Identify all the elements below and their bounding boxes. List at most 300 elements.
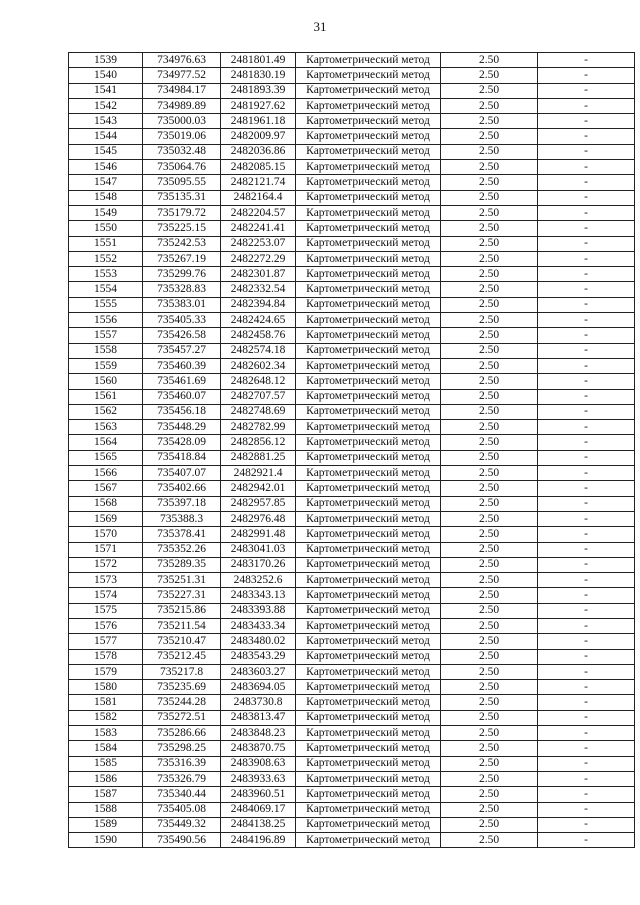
- point-number-cell: 1576: [69, 618, 143, 633]
- note-cell: -: [538, 741, 635, 756]
- method-cell: Картометрический метод: [296, 190, 441, 205]
- y-coordinate-cell: 2482424.65: [221, 313, 296, 328]
- x-coordinate-cell: 735388.3: [143, 511, 221, 526]
- y-coordinate-cell: 2482009.97: [221, 129, 296, 144]
- point-number-cell: 1569: [69, 511, 143, 526]
- y-coordinate-cell: 2484138.25: [221, 817, 296, 832]
- point-number-cell: 1540: [69, 68, 143, 83]
- method-cell: Картометрический метод: [296, 802, 441, 817]
- accuracy-cell: 2.50: [441, 343, 538, 358]
- y-coordinate-cell: 2482856.12: [221, 435, 296, 450]
- table-row: [69, 603, 635, 618]
- x-coordinate-cell: 735449.32: [143, 817, 221, 832]
- point-number-cell: 1586: [69, 771, 143, 786]
- table-row: [69, 726, 635, 741]
- note-cell: -: [538, 389, 635, 404]
- table-row: [69, 175, 635, 190]
- point-number-cell: 1553: [69, 267, 143, 282]
- point-number-cell: 1556: [69, 313, 143, 328]
- note-cell: -: [538, 756, 635, 771]
- point-number-cell: 1545: [69, 144, 143, 159]
- accuracy-cell: 2.50: [441, 114, 538, 129]
- accuracy-cell: 2.50: [441, 542, 538, 557]
- method-cell: Картометрический метод: [296, 313, 441, 328]
- y-coordinate-cell: 2483393.88: [221, 603, 296, 618]
- x-coordinate-cell: 735397.18: [143, 496, 221, 511]
- accuracy-cell: 2.50: [441, 695, 538, 710]
- note-cell: -: [538, 175, 635, 190]
- table-row: [69, 833, 635, 848]
- accuracy-cell: 2.50: [441, 435, 538, 450]
- y-coordinate-cell: 2483433.34: [221, 618, 296, 633]
- y-coordinate-cell: 2483908.63: [221, 756, 296, 771]
- point-number-cell: 1582: [69, 710, 143, 725]
- accuracy-cell: 2.50: [441, 68, 538, 83]
- note-cell: -: [538, 420, 635, 435]
- x-coordinate-cell: 735286.66: [143, 726, 221, 741]
- table-row: [69, 496, 635, 511]
- note-cell: -: [538, 297, 635, 312]
- table-row: [69, 756, 635, 771]
- method-cell: Картометрический метод: [296, 588, 441, 603]
- note-cell: -: [538, 160, 635, 175]
- y-coordinate-cell: 2482164.4: [221, 190, 296, 205]
- y-coordinate-cell: 2481961.18: [221, 114, 296, 129]
- note-cell: -: [538, 144, 635, 159]
- table-row: [69, 144, 635, 159]
- accuracy-cell: 2.50: [441, 833, 538, 848]
- method-cell: Картометрический метод: [296, 53, 441, 68]
- note-cell: -: [538, 251, 635, 266]
- y-coordinate-cell: 2483543.29: [221, 649, 296, 664]
- x-coordinate-cell: 735215.86: [143, 603, 221, 618]
- note-cell: -: [538, 726, 635, 741]
- accuracy-cell: 2.50: [441, 313, 538, 328]
- x-coordinate-cell: 735457.27: [143, 343, 221, 358]
- table-row: [69, 680, 635, 695]
- point-number-cell: 1554: [69, 282, 143, 297]
- point-number-cell: 1567: [69, 481, 143, 496]
- y-coordinate-cell: 2484196.89: [221, 833, 296, 848]
- y-coordinate-cell: 2482976.48: [221, 511, 296, 526]
- y-coordinate-cell: 2482942.01: [221, 481, 296, 496]
- accuracy-cell: 2.50: [441, 588, 538, 603]
- y-coordinate-cell: 2481893.39: [221, 83, 296, 98]
- table-row: [69, 710, 635, 725]
- table-row: [69, 527, 635, 542]
- accuracy-cell: 2.50: [441, 221, 538, 236]
- method-cell: Картометрический метод: [296, 756, 441, 771]
- table-row: [69, 573, 635, 588]
- accuracy-cell: 2.50: [441, 603, 538, 618]
- point-number-cell: 1588: [69, 802, 143, 817]
- x-coordinate-cell: 735235.69: [143, 680, 221, 695]
- point-number-cell: 1583: [69, 726, 143, 741]
- accuracy-cell: 2.50: [441, 190, 538, 205]
- table-row: [69, 664, 635, 679]
- point-number-cell: 1590: [69, 833, 143, 848]
- y-coordinate-cell: 2482957.85: [221, 496, 296, 511]
- table-row: [69, 358, 635, 373]
- y-coordinate-cell: 2483933.63: [221, 771, 296, 786]
- method-cell: Картометрический метод: [296, 114, 441, 129]
- point-number-cell: 1585: [69, 756, 143, 771]
- x-coordinate-cell: 735019.06: [143, 129, 221, 144]
- table-row: [69, 343, 635, 358]
- method-cell: Картометрический метод: [296, 160, 441, 175]
- note-cell: -: [538, 98, 635, 113]
- table-row: [69, 802, 635, 817]
- point-number-cell: 1560: [69, 374, 143, 389]
- accuracy-cell: 2.50: [441, 710, 538, 725]
- y-coordinate-cell: 2482881.25: [221, 450, 296, 465]
- table-row: [69, 404, 635, 419]
- note-cell: -: [538, 404, 635, 419]
- accuracy-cell: 2.50: [441, 481, 538, 496]
- y-coordinate-cell: 2482602.34: [221, 358, 296, 373]
- point-number-cell: 1579: [69, 664, 143, 679]
- accuracy-cell: 2.50: [441, 160, 538, 175]
- accuracy-cell: 2.50: [441, 98, 538, 113]
- point-number-cell: 1571: [69, 542, 143, 557]
- accuracy-cell: 2.50: [441, 175, 538, 190]
- note-cell: -: [538, 374, 635, 389]
- method-cell: Картометрический метод: [296, 404, 441, 419]
- x-coordinate-cell: 735326.79: [143, 771, 221, 786]
- table-row: [69, 160, 635, 175]
- y-coordinate-cell: 2483813.47: [221, 710, 296, 725]
- method-cell: Картометрический метод: [296, 251, 441, 266]
- note-cell: -: [538, 435, 635, 450]
- x-coordinate-cell: 734977.52: [143, 68, 221, 83]
- method-cell: Картометрический метод: [296, 649, 441, 664]
- accuracy-cell: 2.50: [441, 511, 538, 526]
- table-row: [69, 817, 635, 832]
- y-coordinate-cell: 2482204.57: [221, 205, 296, 220]
- accuracy-cell: 2.50: [441, 420, 538, 435]
- method-cell: Картометрический метод: [296, 297, 441, 312]
- table-row: [69, 511, 635, 526]
- note-cell: -: [538, 557, 635, 572]
- y-coordinate-cell: 2482121.74: [221, 175, 296, 190]
- y-coordinate-cell: 2481830.19: [221, 68, 296, 83]
- note-cell: -: [538, 664, 635, 679]
- method-cell: Картометрический метод: [296, 496, 441, 511]
- method-cell: Картометрический метод: [296, 634, 441, 649]
- point-number-cell: 1549: [69, 205, 143, 220]
- x-coordinate-cell: 735179.72: [143, 205, 221, 220]
- y-coordinate-cell: 2483848.23: [221, 726, 296, 741]
- table-row: [69, 634, 635, 649]
- y-coordinate-cell: 2483252.6: [221, 573, 296, 588]
- accuracy-cell: 2.50: [441, 741, 538, 756]
- y-coordinate-cell: 2482991.48: [221, 527, 296, 542]
- x-coordinate-cell: 735407.07: [143, 466, 221, 481]
- note-cell: -: [538, 481, 635, 496]
- note-cell: -: [538, 267, 635, 282]
- method-cell: Картометрический метод: [296, 787, 441, 802]
- table-row: [69, 328, 635, 343]
- method-cell: Картометрический метод: [296, 771, 441, 786]
- note-cell: -: [538, 466, 635, 481]
- x-coordinate-cell: 735328.83: [143, 282, 221, 297]
- accuracy-cell: 2.50: [441, 634, 538, 649]
- accuracy-cell: 2.50: [441, 251, 538, 266]
- y-coordinate-cell: 2484069.17: [221, 802, 296, 817]
- method-cell: Картометрический метод: [296, 236, 441, 251]
- note-cell: -: [538, 83, 635, 98]
- point-number-cell: 1575: [69, 603, 143, 618]
- point-number-cell: 1548: [69, 190, 143, 205]
- accuracy-cell: 2.50: [441, 496, 538, 511]
- method-cell: Картометрический метод: [296, 98, 441, 113]
- point-number-cell: 1566: [69, 466, 143, 481]
- table-row: [69, 251, 635, 266]
- table-row: [69, 190, 635, 205]
- table-row: [69, 649, 635, 664]
- method-cell: Картометрический метод: [296, 68, 441, 83]
- point-number-cell: 1565: [69, 450, 143, 465]
- note-cell: -: [538, 328, 635, 343]
- y-coordinate-cell: 2483960.51: [221, 787, 296, 802]
- y-coordinate-cell: 2482036.86: [221, 144, 296, 159]
- accuracy-cell: 2.50: [441, 129, 538, 144]
- table-row: [69, 221, 635, 236]
- note-cell: -: [538, 114, 635, 129]
- x-coordinate-cell: 735032.48: [143, 144, 221, 159]
- table-row: [69, 542, 635, 557]
- accuracy-cell: 2.50: [441, 680, 538, 695]
- y-coordinate-cell: 2482301.87: [221, 267, 296, 282]
- accuracy-cell: 2.50: [441, 389, 538, 404]
- x-coordinate-cell: 735402.66: [143, 481, 221, 496]
- note-cell: -: [538, 680, 635, 695]
- point-number-cell: 1573: [69, 573, 143, 588]
- y-coordinate-cell: 2481927.62: [221, 98, 296, 113]
- method-cell: Картометрический метод: [296, 511, 441, 526]
- method-cell: Картометрический метод: [296, 664, 441, 679]
- method-cell: Картометрический метод: [296, 420, 441, 435]
- accuracy-cell: 2.50: [441, 205, 538, 220]
- x-coordinate-cell: 735212.45: [143, 649, 221, 664]
- note-cell: -: [538, 511, 635, 526]
- x-coordinate-cell: 735448.29: [143, 420, 221, 435]
- x-coordinate-cell: 735210.47: [143, 634, 221, 649]
- note-cell: -: [538, 817, 635, 832]
- method-cell: Картометрический метод: [296, 557, 441, 572]
- point-number-cell: 1563: [69, 420, 143, 435]
- y-coordinate-cell: 2482648.12: [221, 374, 296, 389]
- note-cell: -: [538, 573, 635, 588]
- y-coordinate-cell: 2483041.03: [221, 542, 296, 557]
- accuracy-cell: 2.50: [441, 466, 538, 481]
- table-row: [69, 267, 635, 282]
- accuracy-cell: 2.50: [441, 649, 538, 664]
- table-row: [69, 53, 635, 68]
- table-row: [69, 420, 635, 435]
- method-cell: Картометрический метод: [296, 481, 441, 496]
- x-coordinate-cell: 735340.44: [143, 787, 221, 802]
- point-number-cell: 1543: [69, 114, 143, 129]
- note-cell: -: [538, 802, 635, 817]
- x-coordinate-cell: 735426.58: [143, 328, 221, 343]
- point-number-cell: 1557: [69, 328, 143, 343]
- page-number: 31: [313, 19, 327, 34]
- point-number-cell: 1555: [69, 297, 143, 312]
- x-coordinate-cell: 735460.07: [143, 389, 221, 404]
- method-cell: Картометрический метод: [296, 618, 441, 633]
- x-coordinate-cell: 735460.39: [143, 358, 221, 373]
- note-cell: -: [538, 833, 635, 848]
- method-cell: Картометрический метод: [296, 374, 441, 389]
- accuracy-cell: 2.50: [441, 267, 538, 282]
- point-number-cell: 1562: [69, 404, 143, 419]
- method-cell: Картометрический метод: [296, 680, 441, 695]
- y-coordinate-cell: 2482241.41: [221, 221, 296, 236]
- method-cell: Картометрический метод: [296, 343, 441, 358]
- accuracy-cell: 2.50: [441, 282, 538, 297]
- accuracy-cell: 2.50: [441, 297, 538, 312]
- x-coordinate-cell: 735298.25: [143, 741, 221, 756]
- table-row: [69, 695, 635, 710]
- note-cell: -: [538, 68, 635, 83]
- point-number-cell: 1564: [69, 435, 143, 450]
- x-coordinate-cell: 735251.31: [143, 573, 221, 588]
- note-cell: -: [538, 343, 635, 358]
- table-row: [69, 114, 635, 129]
- point-number-cell: 1541: [69, 83, 143, 98]
- method-cell: Картометрический метод: [296, 221, 441, 236]
- accuracy-cell: 2.50: [441, 618, 538, 633]
- accuracy-cell: 2.50: [441, 771, 538, 786]
- accuracy-cell: 2.50: [441, 787, 538, 802]
- x-coordinate-cell: 735244.28: [143, 695, 221, 710]
- method-cell: Картометрический метод: [296, 466, 441, 481]
- table-row: [69, 297, 635, 312]
- table-row: [69, 389, 635, 404]
- method-cell: Картометрический метод: [296, 833, 441, 848]
- point-number-cell: 1581: [69, 695, 143, 710]
- table-row: [69, 236, 635, 251]
- x-coordinate-cell: 735316.39: [143, 756, 221, 771]
- point-number-cell: 1552: [69, 251, 143, 266]
- point-number-cell: 1574: [69, 588, 143, 603]
- point-number-cell: 1550: [69, 221, 143, 236]
- y-coordinate-cell: 2482394.84: [221, 297, 296, 312]
- x-coordinate-cell: 735352.26: [143, 542, 221, 557]
- accuracy-cell: 2.50: [441, 527, 538, 542]
- method-cell: Картометрический метод: [296, 695, 441, 710]
- table-row: [69, 129, 635, 144]
- x-coordinate-cell: 734989.89: [143, 98, 221, 113]
- accuracy-cell: 2.50: [441, 664, 538, 679]
- accuracy-cell: 2.50: [441, 328, 538, 343]
- y-coordinate-cell: 2483603.27: [221, 664, 296, 679]
- x-coordinate-cell: 735064.76: [143, 160, 221, 175]
- note-cell: -: [538, 358, 635, 373]
- method-cell: Картометрический метод: [296, 435, 441, 450]
- x-coordinate-cell: 735217.8: [143, 664, 221, 679]
- method-cell: Картометрический метод: [296, 726, 441, 741]
- note-cell: -: [538, 450, 635, 465]
- method-cell: Картометрический метод: [296, 817, 441, 832]
- x-coordinate-cell: 735227.31: [143, 588, 221, 603]
- table-row: [69, 313, 635, 328]
- y-coordinate-cell: 2482782.99: [221, 420, 296, 435]
- x-coordinate-cell: 734976.63: [143, 53, 221, 68]
- note-cell: -: [538, 496, 635, 511]
- note-cell: -: [538, 53, 635, 68]
- point-number-cell: 1546: [69, 160, 143, 175]
- x-coordinate-cell: 735225.15: [143, 221, 221, 236]
- table-row: [69, 374, 635, 389]
- method-cell: Картометрический метод: [296, 175, 441, 190]
- table-row: [69, 83, 635, 98]
- x-coordinate-cell: 735272.51: [143, 710, 221, 725]
- accuracy-cell: 2.50: [441, 358, 538, 373]
- y-coordinate-cell: 2483730.8: [221, 695, 296, 710]
- note-cell: -: [538, 771, 635, 786]
- method-cell: Картометрический метод: [296, 282, 441, 297]
- table-row: [69, 741, 635, 756]
- y-coordinate-cell: 2482707.57: [221, 389, 296, 404]
- accuracy-cell: 2.50: [441, 374, 538, 389]
- method-cell: Картометрический метод: [296, 129, 441, 144]
- note-cell: -: [538, 313, 635, 328]
- note-cell: -: [538, 649, 635, 664]
- table-row: [69, 282, 635, 297]
- x-coordinate-cell: 735490.56: [143, 833, 221, 848]
- accuracy-cell: 2.50: [441, 236, 538, 251]
- y-coordinate-cell: 2482458.76: [221, 328, 296, 343]
- y-coordinate-cell: 2483870.75: [221, 741, 296, 756]
- method-cell: Картометрический метод: [296, 205, 441, 220]
- y-coordinate-cell: 2482921.4: [221, 466, 296, 481]
- point-number-cell: 1547: [69, 175, 143, 190]
- method-cell: Картометрический метод: [296, 267, 441, 282]
- x-coordinate-cell: 735135.31: [143, 190, 221, 205]
- y-coordinate-cell: 2482748.69: [221, 404, 296, 419]
- y-coordinate-cell: 2483480.02: [221, 634, 296, 649]
- x-coordinate-cell: 735383.01: [143, 297, 221, 312]
- accuracy-cell: 2.50: [441, 726, 538, 741]
- coordinates-table-body: [69, 53, 635, 848]
- point-number-cell: 1544: [69, 129, 143, 144]
- table-row: [69, 787, 635, 802]
- point-number-cell: 1577: [69, 634, 143, 649]
- method-cell: Картометрический метод: [296, 389, 441, 404]
- y-coordinate-cell: 2483694.05: [221, 680, 296, 695]
- y-coordinate-cell: 2482574.18: [221, 343, 296, 358]
- note-cell: -: [538, 236, 635, 251]
- method-cell: Картометрический метод: [296, 573, 441, 588]
- point-number-cell: 1584: [69, 741, 143, 756]
- table-row: [69, 450, 635, 465]
- method-cell: Картометрический метод: [296, 603, 441, 618]
- y-coordinate-cell: 2482253.07: [221, 236, 296, 251]
- x-coordinate-cell: 735456.18: [143, 404, 221, 419]
- x-coordinate-cell: 735000.03: [143, 114, 221, 129]
- x-coordinate-cell: 735242.53: [143, 236, 221, 251]
- y-coordinate-cell: 2482085.15: [221, 160, 296, 175]
- table-row: [69, 205, 635, 220]
- table-row: [69, 481, 635, 496]
- x-coordinate-cell: 735267.19: [143, 251, 221, 266]
- note-cell: -: [538, 205, 635, 220]
- x-coordinate-cell: 734984.17: [143, 83, 221, 98]
- note-cell: -: [538, 282, 635, 297]
- accuracy-cell: 2.50: [441, 450, 538, 465]
